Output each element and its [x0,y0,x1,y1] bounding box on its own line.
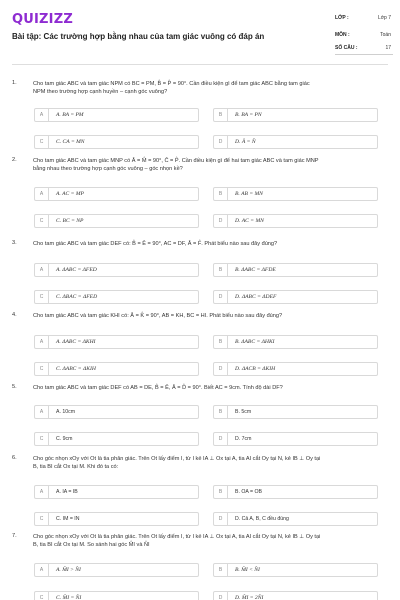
meta-subject [335,29,393,42]
answer-option-c[interactable] [34,362,199,376]
option-text: D. AC = MN [235,218,264,224]
meta-count [335,42,393,55]
question-number: 7. [12,533,17,539]
option-letter: C [35,136,49,148]
answer-option-a[interactable] [34,187,199,201]
question-text-line: Cho góc nhọn xOy với Ot là tia phân giác. Trên Ot lấy điểm I, từ I kẻ IA ⊥ Ox tại A, tia AI cắt Oy tại N, kẻ IB ⊥ Oy tại [33,456,321,462]
answer-option-a[interactable] [34,263,199,277]
question-text [33,80,383,96]
option-letter: B [214,264,228,276]
option-text: B. OA = OB [235,489,262,495]
answer-option-a[interactable] [34,335,199,349]
question-text [33,240,383,248]
question-number: 3. [12,240,17,246]
header-divider [12,64,388,65]
answer-option-d[interactable] [213,290,378,304]
question-number: 1. [12,80,17,86]
option-letter: A [35,486,49,498]
answer-option-c[interactable] [34,591,199,600]
answer-option-c[interactable] [34,432,199,446]
option-text: B. BA = PN [235,112,262,118]
meta-subject-label: MÔN : [335,32,350,38]
option-letter: C [35,592,49,600]
meta-grade-label: LỚP : [335,15,349,21]
question-text-line: Cho tam giác ABC và tam giác DEF có AB = DE, B̂ = Ê, Â = D̂ = 90°. Biết AC = 9cm. Tính độ dài DF? [33,385,283,391]
question-text-line: B, tia BI cắt Ox tại M. So sánh hai góc M̂I và N̂I [33,542,150,548]
answer-option-d[interactable] [213,512,378,526]
question-text [33,384,383,392]
question-text [33,312,383,320]
question-text-line: Cho góc nhọn xOy với Ot là tia phân giác. Trên Ot lấy điểm I, từ I kẻ IA ⊥ Ox tại A, tia AI cắt Oy tại N, kẻ IB ⊥ Oy tại [33,534,321,540]
option-text: D. ΔABC = ΔDEF [235,294,277,300]
answer-option-b[interactable] [213,563,378,577]
option-text: D. Â = N̂ [235,139,256,145]
option-letter: A [35,406,49,418]
option-letter: D [214,136,228,148]
option-letter: A [35,564,49,576]
answer-option-d[interactable] [213,214,378,228]
meta-grade [335,12,393,25]
answer-option-c[interactable] [34,214,199,228]
option-letter: B [214,564,228,576]
document-title: Bài tập: Các trường hợp bằng nhau của tam giác vuông có đáp án [12,32,265,41]
answer-option-d[interactable] [213,432,378,446]
option-text: A. BA = PM [56,112,84,118]
option-text: D. Cả A, B, C đều đúng [235,516,289,522]
option-letter: D [214,291,228,303]
question-number: 6. [12,455,17,461]
answer-option-c[interactable] [34,512,199,526]
option-letter: A [35,336,49,348]
option-text: C. ΔABC = ΔKIH [56,366,96,372]
option-text: C. M̂I = N̂I [56,595,82,600]
option-letter: A [35,109,49,121]
answer-option-a[interactable] [34,563,199,577]
option-letter: C [35,513,49,525]
option-text: A. AC = MP [56,191,84,197]
question-number: 4. [12,312,17,318]
option-letter: D [214,215,228,227]
option-text: C. BC = NP [56,218,84,224]
question-number: 2. [12,157,17,163]
option-text: A. 10cm [56,409,76,415]
option-text: C. IM = IN [56,516,80,522]
option-text: B. ΔABC = ΔFDE [235,267,276,273]
option-text: B. ΔABC = ΔHKI [235,339,275,345]
option-letter: B [214,109,228,121]
option-letter: C [35,215,49,227]
quizizz-logo: QUIZIZZ [12,12,73,27]
meta-subject-value: Toán [380,32,391,38]
option-letter: C [35,363,49,375]
answer-option-a[interactable] [34,108,199,122]
option-letter: B [214,336,228,348]
answer-option-b[interactable] [213,485,378,499]
meta-count-value: 17 [385,45,391,51]
option-letter: A [35,264,49,276]
answer-option-b[interactable] [213,405,378,419]
option-letter: D [214,592,228,600]
question-text-line: Cho tam giác ABC và tam giác DEF có: B̂ = Ê = 90°, AC = DF, Â = F̂. Phát biểu nào sau đây đúng? [33,241,278,247]
answer-option-c[interactable] [34,290,199,304]
question-text-line: Cho tam giác ABC và tam giác MNP có Â = M̂ = 90°, Ĉ = P̂. Cần điều kiện gì để hai tam giác ABC và tam giác MNP [33,158,319,164]
option-text: D. M̂I = 2N̂I [235,595,264,600]
option-text: C. 9cm [56,436,73,442]
option-letter: B [214,486,228,498]
option-text: A. ΔABC = ΔKHI [56,339,96,345]
question-number: 5. [12,384,17,390]
meta-grade-value: Lớp 7 [377,15,391,21]
option-text: D. ΔACB = ΔKIH [235,366,276,372]
question-text-line: bằng nhau theo trường hợp cạnh góc vuông – góc nhọn kề? [33,166,183,172]
option-text: C. ΔBAC = ΔFED [56,294,98,300]
option-text: C. CA = MN [56,139,85,145]
option-text: B. 5cm [235,409,252,415]
option-letter: B [214,406,228,418]
option-text: B. AB = MN [235,191,263,197]
option-letter: C [35,433,49,445]
answer-option-b[interactable] [213,335,378,349]
question-text [33,533,383,549]
question-text [33,455,383,471]
answer-option-b[interactable] [213,263,378,277]
meta-count-label: SỐ CÂU : [335,45,358,51]
option-text: A. IA = IB [56,489,78,495]
answer-option-a[interactable] [34,485,199,499]
answer-option-b[interactable] [213,108,378,122]
option-letter: D [214,363,228,375]
question-text-line: NPM theo trường hợp cạnh huyền – cạnh góc vuông? [33,89,168,95]
option-letter: D [214,513,228,525]
answer-option-c[interactable] [34,135,199,149]
option-text: D. 7cm [235,436,252,442]
option-letter: B [214,188,228,200]
answer-option-d[interactable] [213,135,378,149]
question-text-line: B, tia BI cắt Ox tại M. Khi đó ta có: [33,464,119,470]
option-letter: C [35,291,49,303]
question-text [33,157,383,173]
answer-option-b[interactable] [213,187,378,201]
question-text-line: Cho tam giác ABC và tam giác KHI có: Â = K̂ = 90°, AB = KH, BC = HI. Phát biểu nào sau đây đúng? [33,313,283,319]
question-text-line: Cho tam giác ABC và tam giác NPM có BC = PM, B̂ = P̂ = 90°. Cần điều kiện gì để tam giác ABC bằng tam giác [33,81,310,87]
answer-option-d[interactable] [213,591,378,600]
answer-option-a[interactable] [34,405,199,419]
answer-option-d[interactable] [213,362,378,376]
option-letter: D [214,433,228,445]
option-text: B. M̂I < N̂I [235,567,260,573]
option-letter: A [35,188,49,200]
option-text: A. ΔABC = ΔFED [56,267,97,273]
option-text: A. M̂I > N̂I [56,567,81,573]
